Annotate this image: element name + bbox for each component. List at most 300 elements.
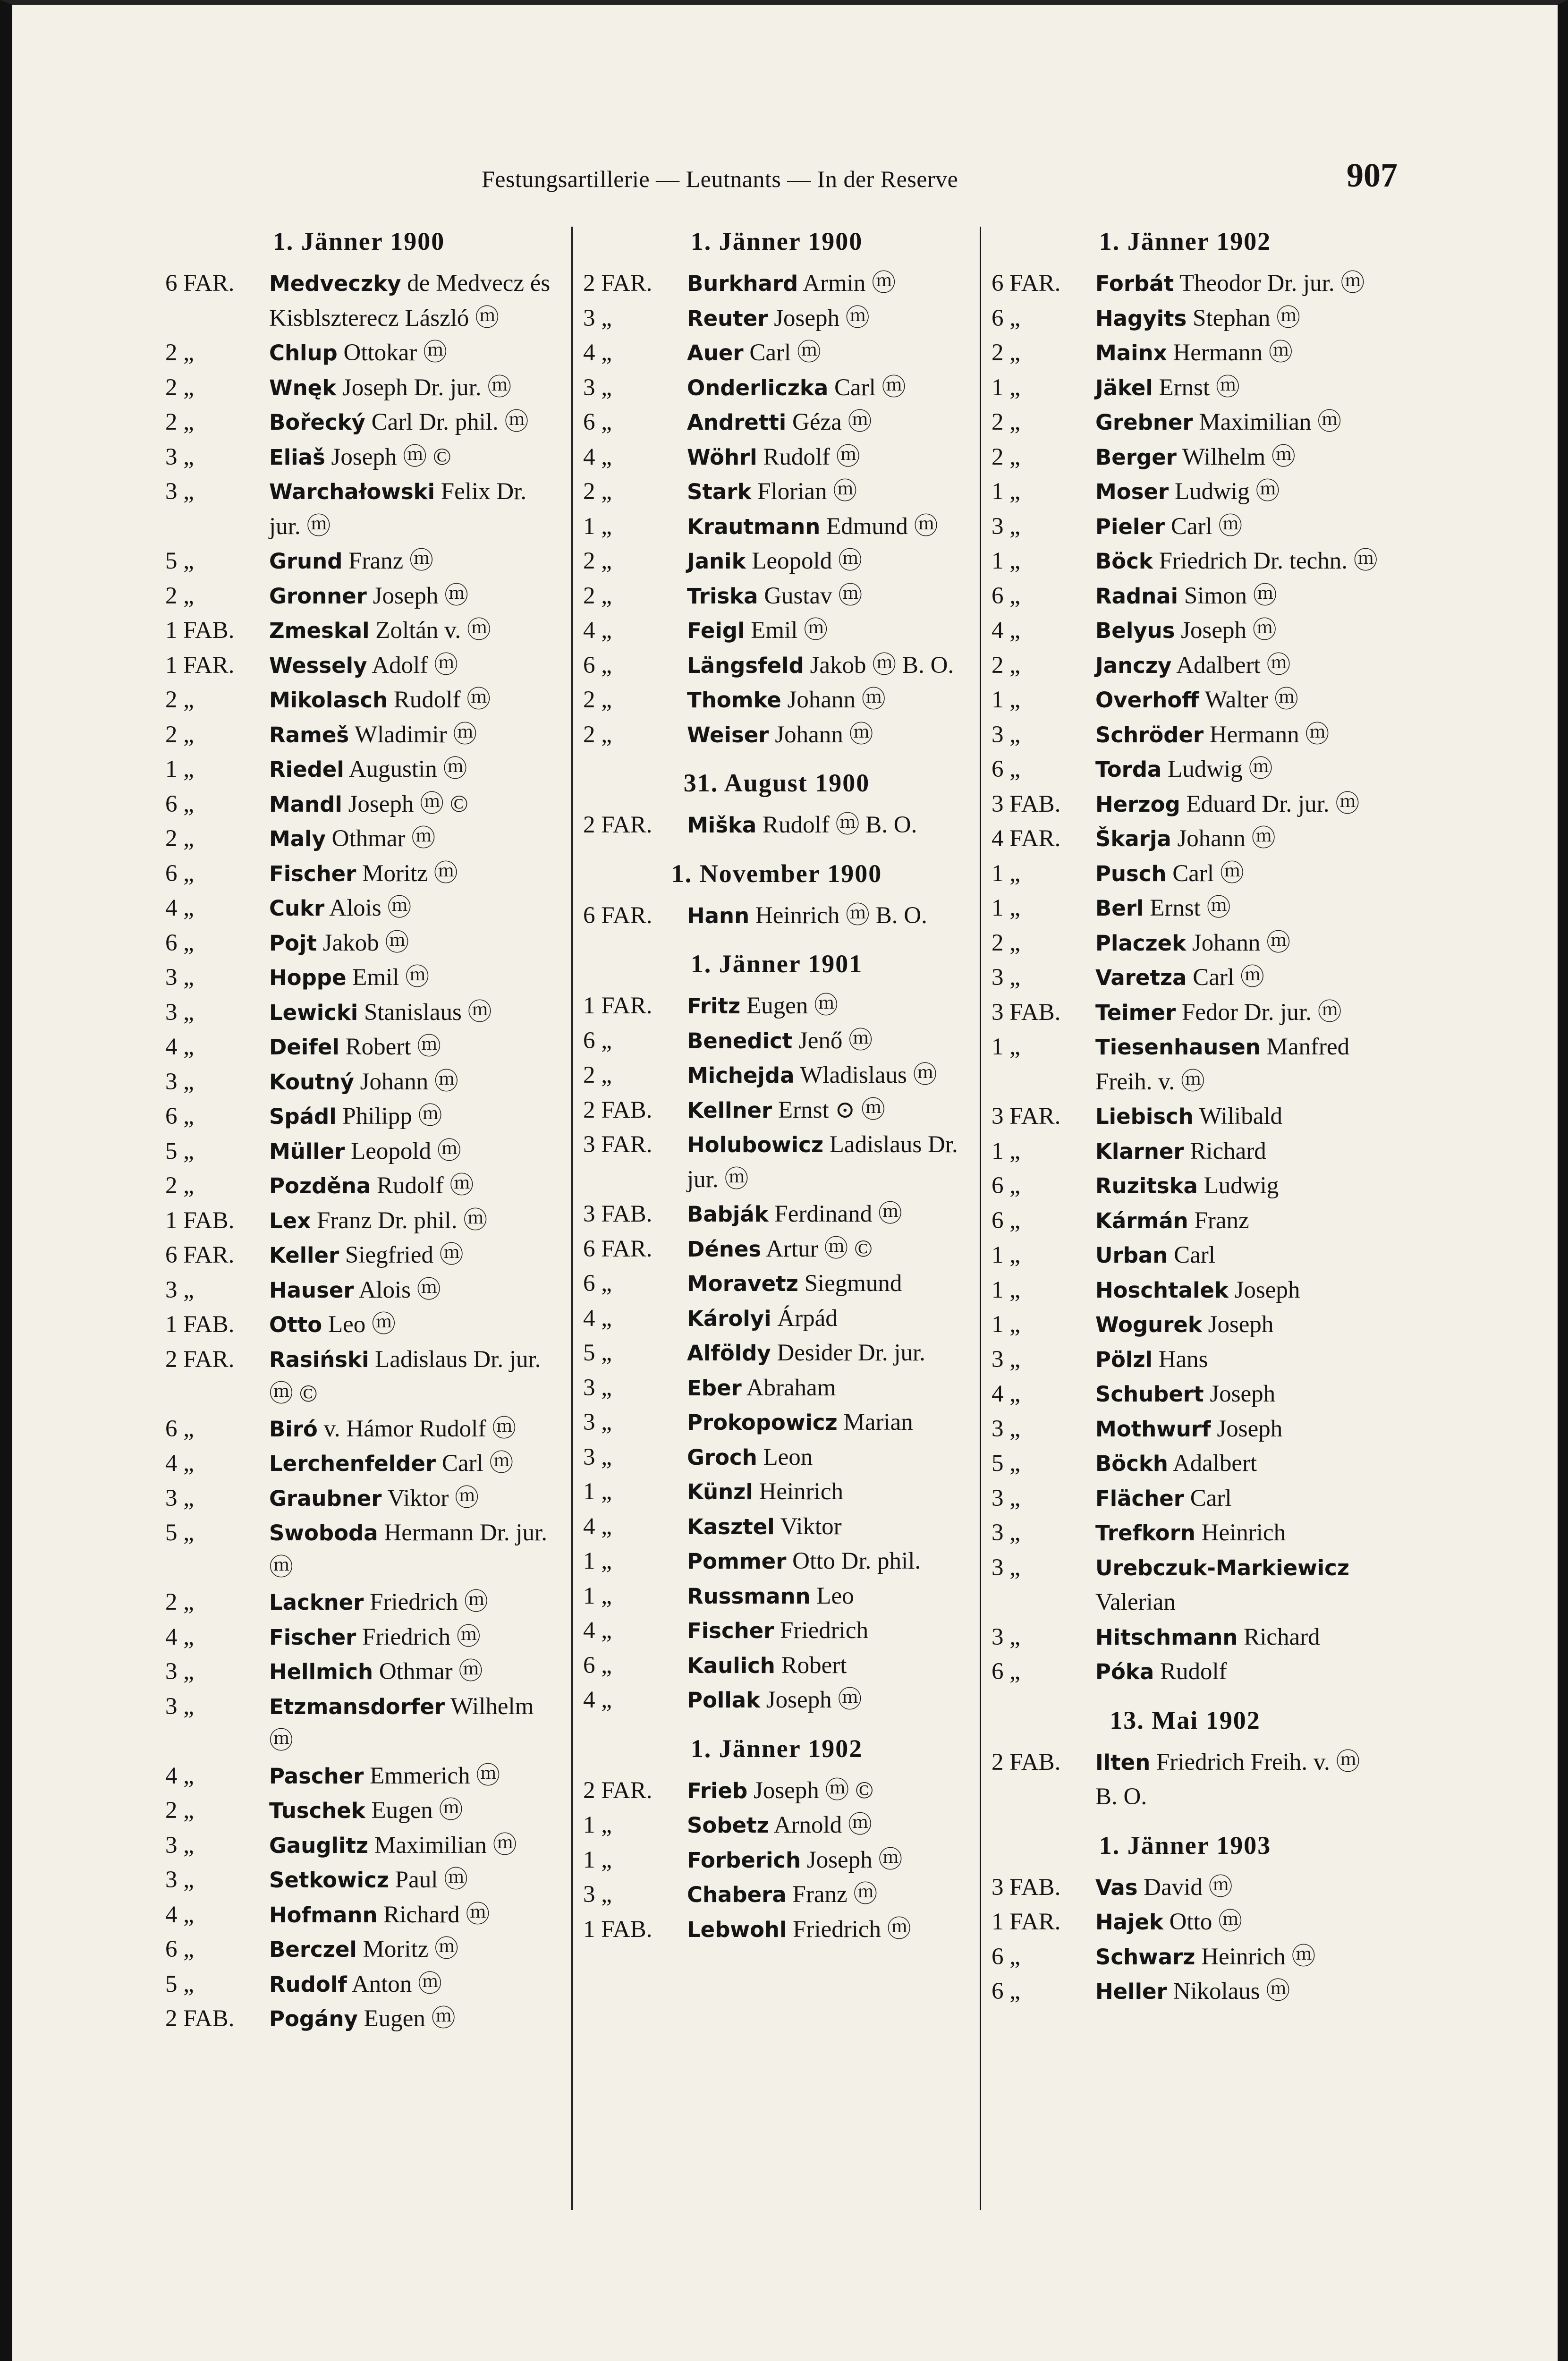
officer-name [269, 1030, 552, 1065]
officer-name [269, 1342, 552, 1412]
regiment-unit: 6 „ [992, 1943, 1020, 1970]
officer-surname: Stark [687, 479, 752, 504]
officer-name [269, 266, 552, 336]
officer-surname: Mikolasch [269, 688, 388, 713]
officer-name [269, 405, 552, 440]
officer-surname: Thomke [687, 688, 781, 713]
officer-given-names: Joseph ⓜ [801, 1846, 903, 1873]
officer-surname: Kaulich [687, 1653, 775, 1678]
officer-surname: Maly [269, 826, 326, 851]
roster-entry [992, 718, 1379, 753]
officer-given-names: Rudolf ⓜ [757, 443, 860, 470]
roster-entry [992, 1204, 1379, 1239]
officer-surname: Tuschek [269, 1798, 365, 1823]
regiment-unit: 2 „ [992, 409, 1020, 435]
regiment-unit: 5 „ [165, 548, 194, 574]
officer-name [1095, 579, 1379, 614]
regiment-unit: 3 „ [165, 964, 194, 991]
officer-given-names: Richard ⓜ [377, 1901, 490, 1928]
promotion-date-heading: 1. Jänner 1900 [272, 227, 445, 255]
officer-surname: Groch [687, 1444, 757, 1470]
officer-surname: Burkhard [687, 271, 798, 296]
officer-given-names: Othmar ⓜ [325, 825, 436, 852]
officer-surname: Overhoff [1095, 688, 1199, 713]
officer-name [687, 1808, 970, 1843]
officer-name [1095, 857, 1379, 892]
officer-name [1095, 1516, 1379, 1551]
regiment-unit: 3 „ [165, 999, 194, 1026]
officer-given-names: Friedrich [774, 1617, 869, 1644]
regiment-unit: 3 FAB. [992, 1874, 1061, 1901]
regiment-unit: 2 „ [165, 582, 194, 609]
officer-given-names: Adalbert ⓜ [1171, 652, 1291, 679]
officer-surname: Michejda [687, 1063, 795, 1088]
officer-given-names: Ludwig [1197, 1172, 1279, 1199]
officer-name [269, 613, 552, 648]
officer-name [687, 1877, 970, 1912]
officer-surname: Póka [1095, 1659, 1154, 1684]
officer-name [1095, 1446, 1379, 1481]
roster-entry [583, 405, 970, 440]
officer-given-names: Emmerich ⓜ [364, 1762, 500, 1789]
officer-surname: Pollak [687, 1688, 761, 1713]
regiment-unit: 6 „ [992, 305, 1020, 331]
regiment-unit: 6 FAR. [992, 270, 1061, 297]
officer-given-names: Jakob ⓜ B. O. [804, 652, 954, 679]
officer-surname: Otto [269, 1312, 322, 1337]
regiment-unit: 2 FAB. [583, 1096, 653, 1123]
roster-entry [583, 1093, 970, 1128]
officer-given-names: Leopold ⓜ [746, 548, 862, 574]
officer-name [269, 857, 552, 892]
officer-name [1095, 266, 1379, 301]
officer-given-names: Joseph ⓜ [760, 1687, 862, 1713]
officer-name [269, 1828, 552, 1863]
roster-entry [583, 808, 970, 843]
officer-given-names: Stephan ⓜ [1187, 305, 1301, 331]
roster-entry [165, 1065, 552, 1100]
officer-name [687, 405, 970, 440]
officer-name [1095, 544, 1379, 579]
officer-given-names: Artur ⓜ © [761, 1235, 873, 1262]
officer-name [269, 336, 552, 371]
officer-surname: Pommer [687, 1549, 787, 1574]
officer-given-names: Joseph [1204, 1381, 1276, 1407]
officer-given-names: Joseph [1202, 1311, 1274, 1338]
regiment-unit: 2 FAR. [583, 1777, 653, 1804]
roster-entry [165, 1516, 552, 1585]
regiment-unit: 3 FAR. [583, 1131, 653, 1158]
roster-entry [992, 1481, 1379, 1516]
promotion-date-heading: 1. Jänner 1901 [690, 950, 863, 978]
officer-name [269, 1412, 552, 1447]
regiment-unit: 1 „ [992, 478, 1020, 505]
officer-given-names: Rudolf ⓜ [371, 1172, 474, 1199]
regiment-unit: 2 „ [165, 1797, 194, 1824]
regiment-unit: 3 „ [992, 1520, 1020, 1546]
regiment-unit: 2 „ [992, 443, 1020, 470]
regiment-unit: 3 „ [165, 1832, 194, 1859]
officer-surname: Triska [687, 583, 758, 609]
roster-entry [992, 301, 1379, 336]
regiment-unit: 2 FAB. [165, 2005, 235, 2032]
officer-name [687, 1683, 970, 1718]
officer-name [687, 1024, 970, 1059]
officer-surname: Weiser [687, 722, 769, 747]
officer-name [269, 718, 552, 753]
roster-entry [992, 1940, 1379, 1975]
officer-name [1095, 1655, 1379, 1690]
regiment-unit: 6 FAR. [583, 902, 653, 929]
officer-given-names: Heinrich ⓜ [1195, 1943, 1316, 1970]
roster-entry [583, 579, 970, 614]
officer-surname: Pozděna [269, 1173, 371, 1198]
roster-entry [992, 1169, 1379, 1204]
officer-name [687, 1475, 970, 1510]
officer-name [1095, 995, 1379, 1030]
officer-surname: Pojt [269, 930, 317, 956]
officer-given-names: Heinrich ⓜ B. O. [749, 902, 927, 929]
roster-entry [165, 648, 552, 683]
officer-given-names: Rudolf [1154, 1658, 1227, 1685]
regiment-unit: 2 „ [583, 478, 612, 505]
officer-surname: Gauglitz [269, 1833, 369, 1858]
regiment-unit: 1 „ [583, 513, 612, 540]
roster-entry [583, 1405, 970, 1440]
regiment-unit: 3 „ [992, 1623, 1020, 1650]
roster-entry [992, 1974, 1379, 2009]
officer-name [1095, 1481, 1379, 1516]
officer-given-names: Leo ⓜ [322, 1311, 396, 1338]
officer-name [687, 899, 970, 934]
officer-name [1095, 1204, 1379, 1239]
officer-surname: Graubner [269, 1486, 382, 1511]
officer-surname: Holubowicz [687, 1132, 824, 1157]
roster-entry [165, 475, 552, 544]
officer-surname: Radnai [1095, 583, 1178, 609]
officer-surname: Berger [1095, 444, 1177, 470]
officer-surname: Belyus [1095, 618, 1175, 643]
officer-given-names: Eduard Dr. jur. ⓜ [1180, 790, 1360, 817]
regiment-unit: 3 „ [992, 1346, 1020, 1373]
officer-surname: Károlyi [687, 1306, 771, 1331]
officer-given-names: Eugen ⓜ [357, 2005, 456, 2032]
roster-entry [583, 1266, 970, 1301]
officer-surname: Hoppe [269, 965, 347, 990]
officer-given-names: Carl ⓜ [1166, 860, 1244, 887]
roster-entry [992, 475, 1379, 510]
promotion-date-heading: 1. Jänner 1902 [690, 1734, 863, 1763]
officer-given-names: Leon [757, 1444, 813, 1470]
officer-name [1095, 1342, 1379, 1377]
officer-name [269, 1204, 552, 1239]
officer-given-names: Robert ⓜ [339, 1034, 441, 1060]
roster-entry [583, 475, 970, 510]
officer-given-names: Carl ⓜ [743, 340, 821, 366]
officer-surname: Warchałowski [269, 479, 435, 504]
roster-entry [165, 1169, 552, 1204]
regiment-unit: 6 „ [992, 1658, 1020, 1685]
officer-surname: Hoschtalek [1095, 1277, 1229, 1303]
roster-entry [992, 891, 1379, 926]
officer-name [269, 1932, 552, 1967]
officer-given-names: Manfred Freih. v. ⓜ [1095, 1034, 1350, 1095]
officer-given-names: Eugen ⓜ [365, 1797, 463, 1824]
officer-name [269, 1134, 552, 1169]
regiment-unit: 3 „ [992, 1415, 1020, 1442]
officer-surname: Grebner [1095, 410, 1193, 435]
officer-given-names: Joseph ⓜ [366, 582, 469, 609]
column-middle [583, 227, 970, 1947]
officer-given-names: Friedrich ⓜ [364, 1589, 488, 1615]
regiment-unit: 1 FAR. [165, 652, 235, 679]
officer-surname: Moser [1095, 479, 1169, 504]
officer-surname: Reuter [687, 306, 768, 331]
officer-name [687, 475, 970, 510]
roster-entry [583, 899, 970, 934]
officer-surname: Forberich [687, 1847, 801, 1873]
roster-entry [165, 2002, 552, 2037]
officer-surname: Hellmich [269, 1659, 373, 1684]
officer-given-names: Franz ⓜ [786, 1881, 878, 1908]
regiment-unit: 4 „ [583, 617, 612, 644]
officer-given-names: Maximilian ⓜ [1193, 409, 1342, 435]
roster-entry [992, 1342, 1379, 1377]
officer-name [269, 1863, 552, 1898]
roster-entry [992, 1030, 1379, 1099]
officer-given-names: Otto Dr. phil. [786, 1548, 921, 1574]
officer-name [1095, 752, 1379, 787]
roster-entry [992, 1238, 1379, 1273]
officer-given-names: Jenő ⓜ [792, 1027, 873, 1054]
officer-surname: Fritz [687, 994, 741, 1019]
officer-surname: Hitschmann [1095, 1624, 1238, 1650]
officer-name [269, 2002, 552, 2037]
regiment-unit: 1 „ [992, 1138, 1020, 1164]
regiment-unit: 2 „ [165, 687, 194, 713]
officer-name [687, 1232, 970, 1267]
officer-given-names: Hermann Dr. jur. ⓜ [269, 1520, 547, 1581]
regiment-unit: 6 „ [165, 1415, 194, 1442]
officer-name [269, 579, 552, 614]
officer-name [687, 989, 970, 1024]
officer-given-names: David ⓜ [1137, 1874, 1233, 1901]
officer-name [1095, 1870, 1379, 1905]
officer-surname: Keller [269, 1243, 339, 1268]
regiment-unit: 5 „ [165, 1138, 194, 1164]
roster-entry [165, 405, 552, 440]
roster-entry [165, 926, 552, 961]
officer-given-names: Maximilian ⓜ [368, 1832, 517, 1859]
regiment-unit: 6 „ [583, 409, 612, 435]
officer-name [687, 613, 970, 648]
officer-name [269, 1585, 552, 1620]
regiment-unit: 2 „ [992, 340, 1020, 366]
roster-entry [583, 301, 970, 336]
officer-surname: Vas [1095, 1875, 1138, 1900]
roster-entry [165, 266, 552, 336]
roster-entry [583, 1058, 970, 1093]
promotion-date-heading: 1. Jänner 1903 [1099, 1831, 1271, 1860]
officer-given-names: Moritz ⓜ [356, 860, 458, 887]
officer-surname: Moravetz [687, 1271, 798, 1296]
officer-surname: Flächer [1095, 1486, 1184, 1511]
roster-entry [165, 1655, 552, 1690]
regiment-unit: 3 FAB. [992, 790, 1061, 817]
officer-surname: Janczy [1095, 653, 1172, 678]
officer-surname: Schubert [1095, 1382, 1204, 1407]
officer-surname: Eber [687, 1375, 742, 1401]
column-divider [980, 227, 981, 2210]
officer-given-names: Árpád [771, 1305, 838, 1332]
officer-surname: Gronner [269, 583, 367, 609]
regiment-unit: 2 FAR. [583, 812, 653, 838]
regiment-unit: 3 „ [583, 374, 612, 401]
regiment-unit: 2 FAR. [165, 1346, 235, 1373]
regiment-unit: 1 „ [992, 1311, 1020, 1338]
regiment-unit: 3 „ [165, 1276, 194, 1303]
officer-name [269, 544, 552, 579]
regiment-unit: 2 „ [583, 548, 612, 574]
regiment-unit: 6 „ [165, 929, 194, 956]
roster-entry [583, 1808, 970, 1843]
officer-name [687, 1440, 970, 1475]
regiment-unit: 2 „ [583, 582, 612, 609]
officer-surname: Mainx [1095, 340, 1167, 365]
officer-given-names: Joseph Dr. jur. ⓜ [336, 374, 512, 401]
roster-entry [992, 405, 1379, 440]
officer-name [687, 1843, 970, 1878]
roster-entry [165, 718, 552, 753]
officer-name [269, 371, 552, 406]
officer-given-names: Carl [1168, 1242, 1215, 1268]
roster-entry [583, 1614, 970, 1648]
officer-name [1095, 510, 1379, 544]
officer-given-names: Emil ⓜ [745, 617, 828, 644]
officer-surname: Wogurek [1095, 1312, 1202, 1337]
officer-given-names: Carl ⓜ [436, 1450, 514, 1477]
officer-surname: Pölzl [1095, 1347, 1153, 1372]
regiment-unit: 1 FAB. [583, 1916, 653, 1943]
regiment-unit: 4 „ [165, 1623, 194, 1650]
officer-surname: Mothwurf [1095, 1416, 1211, 1442]
officer-given-names: Adalbert [1168, 1450, 1257, 1477]
officer-name [1095, 440, 1379, 475]
regiment-unit: 3 „ [165, 1867, 194, 1893]
roster-entry [165, 1134, 552, 1169]
officer-name [687, 1301, 970, 1336]
roster-entry [992, 960, 1379, 995]
officer-surname: Böck [1095, 549, 1153, 574]
officer-surname: Setkowicz [269, 1868, 389, 1893]
regiment-unit: 2 „ [165, 409, 194, 435]
regiment-unit: 6 FAR. [165, 1242, 235, 1268]
officer-surname: Ilten [1095, 1750, 1151, 1775]
regiment-unit: 3 FAB. [583, 1201, 653, 1227]
running-title: Festungsartillerie — Leutnants — In der Reserve [482, 166, 958, 192]
officer-given-names: Eugen ⓜ [740, 993, 838, 1019]
officer-name [1095, 1974, 1379, 2009]
regiment-unit: 4 „ [992, 1381, 1020, 1407]
officer-surname: Lackner [269, 1590, 364, 1615]
officer-name [1095, 1134, 1379, 1169]
officer-name [269, 995, 552, 1030]
officer-name [269, 1481, 552, 1516]
regiment-unit: 5 „ [165, 1970, 194, 1997]
roster-entry [583, 1301, 970, 1336]
officer-surname: Mandl [269, 791, 342, 817]
regiment-unit: 4 „ [583, 1513, 612, 1540]
promotion-date-heading: 13. Mai 1902 [1110, 1706, 1261, 1734]
regiment-unit: 4 „ [165, 895, 194, 921]
regiment-unit: 6 „ [992, 1207, 1020, 1234]
officer-given-names: Joseph ⓜ [1175, 617, 1277, 644]
officer-name [1095, 926, 1379, 961]
officer-given-names: Hermann ⓜ [1167, 340, 1293, 366]
roster-entry [583, 1232, 970, 1267]
officer-surname: Škarja [1095, 826, 1171, 851]
roster-entry [165, 683, 552, 718]
officer-name [1095, 371, 1379, 406]
roster-entry [165, 1308, 552, 1342]
officer-given-names: Fedor Dr. jur. ⓜ [1176, 999, 1342, 1026]
regiment-unit: 6 „ [583, 1652, 612, 1679]
officer-given-names: Johann ⓜ [1171, 825, 1276, 852]
officer-surname: Krautmann [687, 514, 821, 539]
roster-entry [992, 787, 1379, 822]
officer-given-names: Johann ⓜ [769, 721, 873, 748]
roster-entry [165, 752, 552, 787]
officer-given-names: Wladimir ⓜ [349, 721, 477, 748]
officer-name [269, 1759, 552, 1794]
officer-given-names: Ludwig ⓜ [1161, 756, 1273, 782]
officer-surname: Benedict [687, 1028, 793, 1053]
officer-name [687, 1912, 970, 1947]
regiment-unit: 1 FAB. [165, 1207, 235, 1234]
officer-name [687, 1266, 970, 1301]
roster-entry [583, 544, 970, 579]
regiment-unit: 2 „ [165, 721, 194, 748]
roster-entry [165, 336, 552, 371]
officer-given-names: Ferdinand ⓜ [768, 1201, 902, 1227]
roster-entry [165, 371, 552, 406]
regiment-unit: 3 „ [992, 721, 1020, 748]
officer-given-names: Anton ⓜ [347, 1970, 442, 1997]
regiment-unit: 1 „ [992, 1034, 1020, 1060]
officer-surname: Tiesenhausen [1095, 1035, 1261, 1060]
roster-entry [165, 1793, 552, 1828]
roster-entry [583, 989, 970, 1024]
roster-entry [165, 1620, 552, 1655]
promotion-date-heading: 1. Jänner 1900 [690, 227, 863, 255]
officer-surname: Künzl [687, 1479, 753, 1504]
regiment-unit: 6 „ [165, 860, 194, 887]
officer-name [687, 371, 970, 406]
officer-given-names: Johann ⓜ [354, 1068, 458, 1095]
regiment-unit: 3 „ [165, 1693, 194, 1720]
officer-surname: Chabera [687, 1882, 787, 1907]
officer-given-names: Hans [1152, 1346, 1208, 1373]
officer-surname: Grund [269, 549, 343, 574]
officer-surname: Hann [687, 903, 750, 928]
regiment-unit: 6 „ [583, 652, 612, 679]
officer-surname: Hajek [1095, 1910, 1163, 1935]
officer-given-names: Joseph [1211, 1415, 1283, 1442]
officer-surname: Chlup [269, 340, 338, 365]
officer-name [269, 1169, 552, 1204]
column-right [992, 227, 1379, 2009]
officer-name [1095, 718, 1379, 753]
